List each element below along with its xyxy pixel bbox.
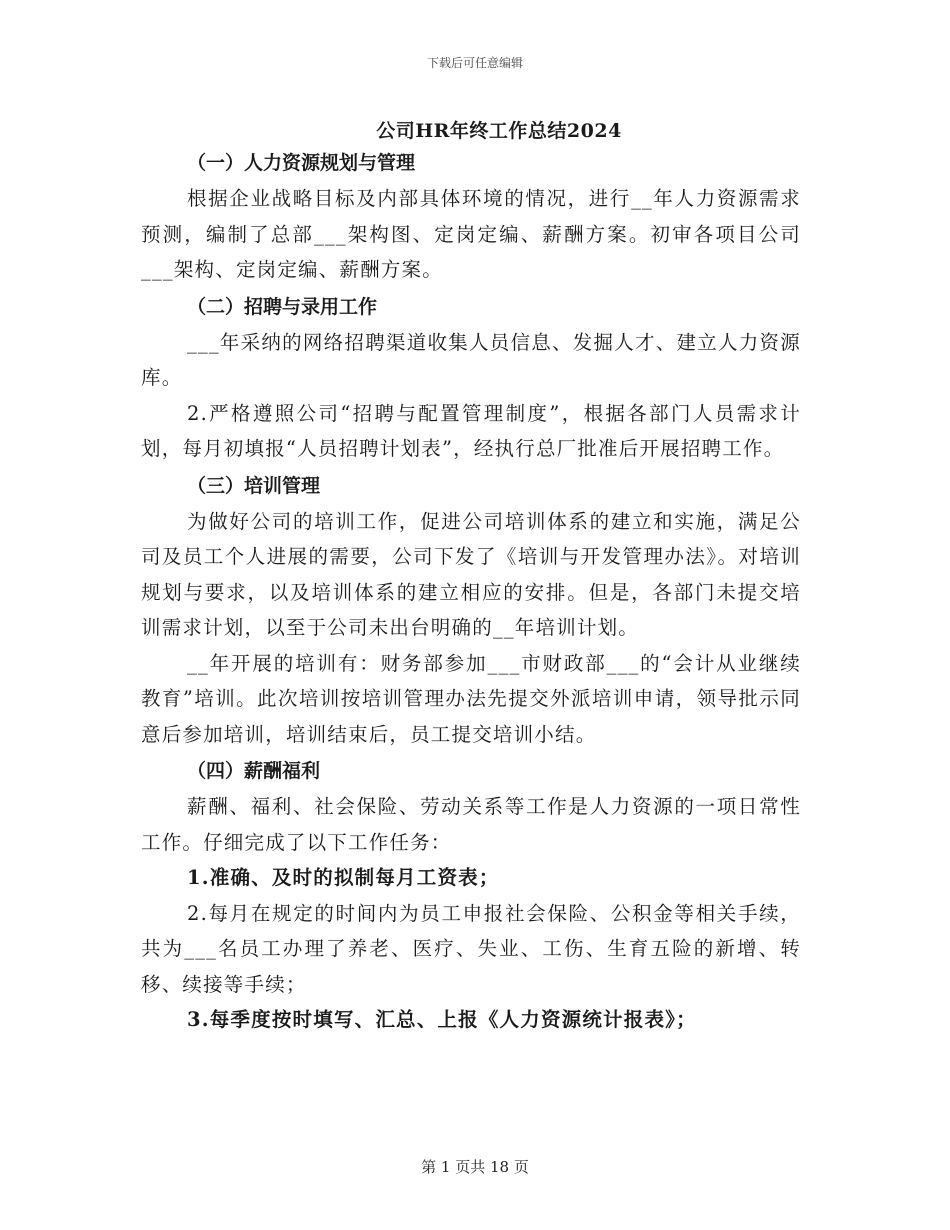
section-heading-3: （三）培训管理	[187, 474, 321, 497]
list-item-2: 2.每月在规定的时间内为员工申报社会保险、公积金等相关手续，共为___名员工办理了养老、医疗、失业、工伤、生育五险的新增、转移、续接等手续；	[141, 901, 801, 996]
section-heading-2: （二）招聘与录用工作	[187, 295, 378, 318]
page-footer: 第 1 页共 18 页	[421, 1158, 529, 1176]
paragraph: ___年采纳的网络招聘渠道收集人员信息、发掘人才、建立人力资源库。	[141, 330, 801, 389]
paragraph: 根据企业战略目标及内部具体环境的情况，进行__年人力资源需求预测，编制了总部___架构图、定岗定编、薪酬方案。初审各项目公司___架构、定岗定编、薪酬方案。	[141, 187, 801, 281]
page-header: 下载后可任意编辑	[426, 56, 523, 70]
paragraph: 薪酬、福利、社会保险、劳动关系等工作是人力资源的一项日常性工作。仔细完成了以下工作任务：	[141, 795, 801, 854]
section-heading-1: （一）人力资源规划与管理	[187, 152, 416, 174]
list-item-1: 1.准确、及时的拟制每月工资表；	[187, 866, 500, 889]
section-heading-4: （四）薪酬福利	[187, 760, 321, 782]
paragraph: __年开展的培训有：财务部参加___市财政部___的“会计从业继续教育”培训。此次培训按培训管理办法先提交外派培训申请，领导批示同意后参加培训，培训结束后，员工提交培训小结。	[141, 651, 801, 746]
document-body	[141, 146, 801, 1038]
paragraph: 2.严格遵照公司“招聘与配置管理制度”，根据各部门人员需求计划，每月初填报“人员招聘计划表”，经执行总厂批准后开展招聘工作。	[141, 401, 801, 460]
list-item-3: 3.每季度按时填写、汇总、上报《人力资源统计报表》；	[187, 1008, 697, 1031]
paragraph: 为做好公司的培训工作，促进公司培训体系的建立和实施，满足公司及员工个人进展的需要，公司下发了《培训与开发管理办法》。对培训规划与要求，以及培训体系的建立相应的安排。但是，各部门未提交培训需求计划，以至于公司未出台明确的__年培训计划。	[141, 509, 801, 639]
document-title: 公司HR年终工作总结2024	[376, 120, 622, 142]
